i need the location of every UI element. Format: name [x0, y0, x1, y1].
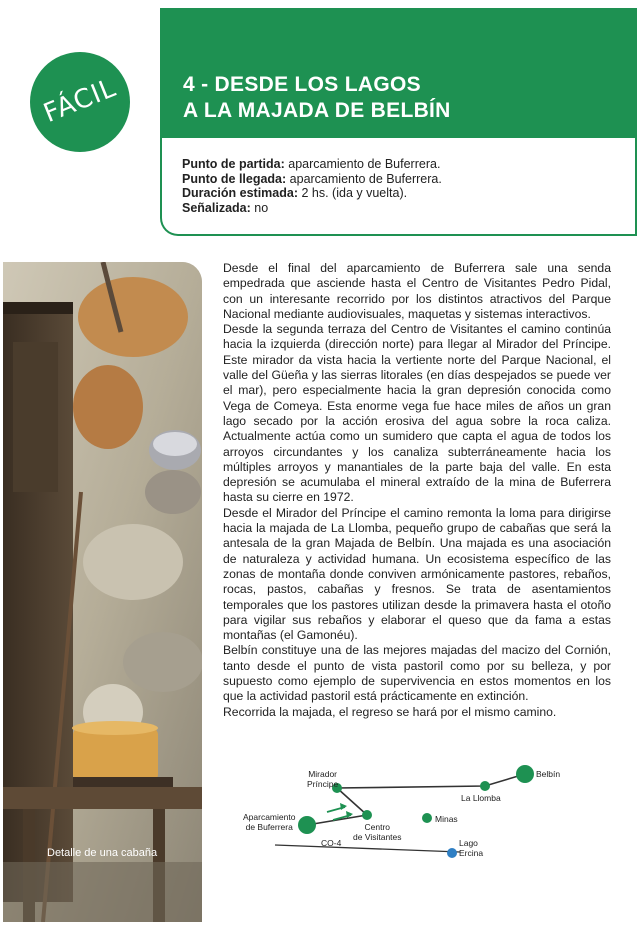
route-description — [223, 261, 611, 720]
arrow-head — [340, 803, 347, 810]
difficulty-label: FÁCIL — [39, 73, 121, 129]
paragraph: Desde el Mirador del Príncipe el camino remonta la loma para dirigirse hacia la majada de La Llomba, pequeño grupo de cabañas que será la antesala de la gran Majada de Belbín. Una majada es una asociación de naturaleza y actividad humana. Un ecosistema específico de las zonas de montaña donde conviven armónicamente pastores, rebaños, rocas, pastos, cabañas y fresnos. Se trata de asentamientos temporales que los pastores utilizan desde la primavera hasta el otoño para vigilar sus rebaños y elaborar el queso que da fama a estas montañas (el Gamonéu). — [223, 505, 611, 643]
paragraph: Desde el final del aparcamiento de Buferrera sale una senda empedrada que asciende hasta el Centro de Visitantes Pedro Pidal, con un interesante recorrido por los distintos atractivos del Parque Nacional mediante audiovisuales, maquetas y sistemas interactivos. — [223, 261, 611, 321]
centro-node — [362, 810, 372, 820]
title-line-2: A LA MAJADA DE BELBÍN — [183, 99, 451, 122]
title-line-1: 4 - DESDE LOS LAGOS — [183, 73, 421, 96]
label-llomba: La Llomba — [461, 793, 501, 803]
aparcamiento-node — [298, 816, 316, 834]
label-centro: Centro de Visitantes — [353, 822, 402, 842]
route-info — [182, 157, 442, 215]
paragraph: Recorrida la majada, el regreso se hará por el mismo camino. — [223, 704, 557, 719]
label-aparcamiento: Aparcamiento de Buferrera — [243, 812, 296, 832]
label-road: CO-4 — [321, 838, 342, 848]
label-belbin: Belbín — [536, 769, 561, 779]
belbin-node — [516, 765, 534, 783]
photo-caption: Detalle de una cabaña — [47, 847, 158, 859]
end-point: Punto de llegada: aparcamiento de Buferrera. — [182, 171, 442, 186]
cabin-photo — [3, 262, 202, 922]
paragraph: Desde la segunda terraza del Centro de Visitantes el camino continúa hacia la izquierda (dirección norte) para llegar al Mirador del Príncipe. Este mirador da vista hacia la vertiente norte del Parque Nacional, el valle del Güeña y las sierras litorales (en días despejados se puede ver el mar), pero especialmente hacia la gran depresión conocida como Vega de Comeya. Esta enorme vega fue hace miles de años un gran lago secado por la acción erosiva del agua sobre la roca caliza. Actualmente actúa como un sumidero que capta el agua de todos los arroyos circundantes y los canaliza subterráneamente hacia los múltiples arroyos y manantiales de la parte baja del valle. En esta depresión se acumulaba el mineral extraído de la mina de Buferrera hasta su cierre en 1972. — [223, 322, 611, 505]
lago-node — [447, 848, 457, 858]
road-line — [275, 845, 460, 852]
cabin-photo-illustration — [3, 262, 202, 922]
llomba-node — [480, 781, 490, 791]
difficulty-badge — [30, 52, 130, 152]
label-mirador: Mirador Príncipe — [307, 769, 339, 789]
duration: Duración estimada: 2 hs. (ida y vuelta). — [182, 186, 408, 200]
paragraph: Belbín constituye una de las mejores majadas del macizo del Cornión, tanto desde el punto de vista pastoril como por su belleza, y por supuesto como ejemplo de supervivencia en estos momentos en los que la actividad pastoril está prácticamente en extinción. — [223, 643, 611, 704]
route-map — [235, 760, 575, 875]
start-point: Punto de partida: aparcamiento de Buferrera. — [182, 157, 441, 171]
label-lago: Lago Ercina — [459, 838, 484, 858]
label-minas: Minas — [435, 814, 458, 824]
minas-node — [422, 813, 432, 823]
page-title — [183, 72, 451, 124]
signposted: Señalizada: no — [182, 200, 269, 215]
